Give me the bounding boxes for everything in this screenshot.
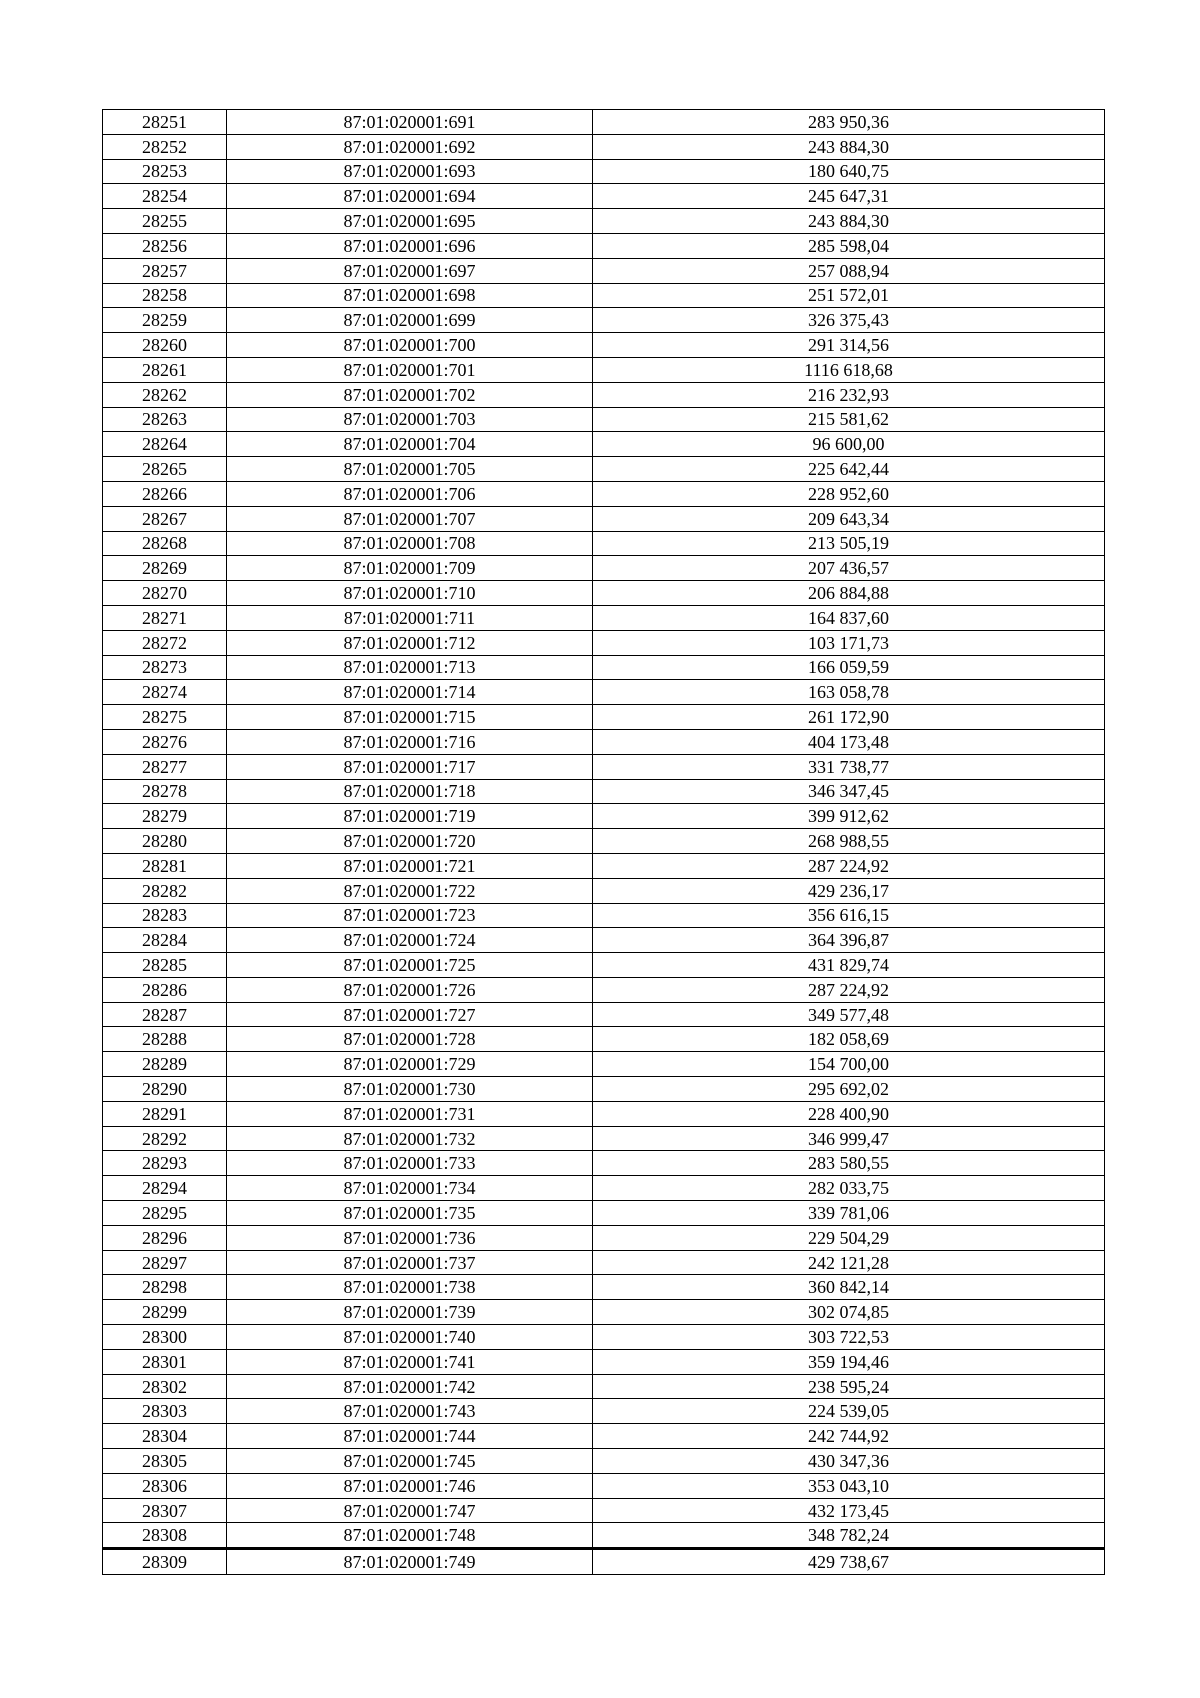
row-number-cell: 28258 (103, 283, 227, 308)
cadastral-number-cell: 87:01:020001:738 (227, 1275, 593, 1300)
row-number-cell: 28256 (103, 233, 227, 258)
row-number-cell: 28278 (103, 779, 227, 804)
cadastral-number-cell: 87:01:020001:741 (227, 1349, 593, 1374)
table-row (103, 432, 1105, 457)
cadastral-value-cell: 287 224,92 (593, 853, 1105, 878)
cadastral-number-cell: 87:01:020001:710 (227, 581, 593, 606)
row-number-cell: 28301 (103, 1349, 227, 1374)
cadastral-number-cell: 87:01:020001:692 (227, 134, 593, 159)
row-number-cell: 28261 (103, 357, 227, 382)
table-row (103, 1374, 1105, 1399)
table-row (103, 853, 1105, 878)
row-number-cell: 28274 (103, 680, 227, 705)
row-number-cell: 28264 (103, 432, 227, 457)
cadastral-value-cell: 164 837,60 (593, 605, 1105, 630)
row-number-cell: 28260 (103, 333, 227, 358)
cadastral-number-cell: 87:01:020001:695 (227, 209, 593, 234)
row-number-cell: 28257 (103, 258, 227, 283)
cadastral-number-cell: 87:01:020001:723 (227, 903, 593, 928)
cadastral-number-cell: 87:01:020001:726 (227, 977, 593, 1002)
row-number-cell: 28295 (103, 1201, 227, 1226)
cadastral-number-cell: 87:01:020001:707 (227, 506, 593, 531)
cadastral-number-cell: 87:01:020001:746 (227, 1473, 593, 1498)
cadastral-value-cell: 429 738,67 (593, 1549, 1105, 1575)
cadastral-value-cell: 209 643,34 (593, 506, 1105, 531)
cadastral-value-cell: 154 700,00 (593, 1052, 1105, 1077)
cadastral-number-cell: 87:01:020001:744 (227, 1424, 593, 1449)
row-number-cell: 28296 (103, 1225, 227, 1250)
table-row (103, 729, 1105, 754)
row-number-cell: 28299 (103, 1300, 227, 1325)
cadastral-number-cell: 87:01:020001:722 (227, 878, 593, 903)
cadastral-value-cell: 207 436,57 (593, 556, 1105, 581)
table-row (103, 283, 1105, 308)
row-number-cell: 28281 (103, 853, 227, 878)
cadastral-number-cell: 87:01:020001:732 (227, 1126, 593, 1151)
cadastral-value-cell: 243 884,30 (593, 134, 1105, 159)
table-row (103, 1002, 1105, 1027)
table-row (103, 1126, 1105, 1151)
cadastral-number-cell: 87:01:020001:702 (227, 382, 593, 407)
cadastral-value-cell: 166 059,59 (593, 655, 1105, 680)
row-number-cell: 28291 (103, 1101, 227, 1126)
cadastral-value-cell: 349 577,48 (593, 1002, 1105, 1027)
cadastral-number-cell: 87:01:020001:694 (227, 184, 593, 209)
cadastral-value-cell: 96 600,00 (593, 432, 1105, 457)
table-row (103, 829, 1105, 854)
row-number-cell: 28268 (103, 531, 227, 556)
cadastral-number-cell: 87:01:020001:699 (227, 308, 593, 333)
cadastral-value-cell: 353 043,10 (593, 1473, 1105, 1498)
table-row (103, 134, 1105, 159)
cadastral-value-cell: 283 950,36 (593, 110, 1105, 135)
cadastral-value-cell: 163 058,78 (593, 680, 1105, 705)
cadastral-value-cell: 430 347,36 (593, 1449, 1105, 1474)
table-row (103, 804, 1105, 829)
table-row (103, 1399, 1105, 1424)
table-row (103, 1225, 1105, 1250)
table-row (103, 184, 1105, 209)
row-number-cell: 28275 (103, 705, 227, 730)
cadastral-number-cell: 87:01:020001:716 (227, 729, 593, 754)
table-row (103, 1449, 1105, 1474)
row-number-cell: 28269 (103, 556, 227, 581)
cadastral-number-cell: 87:01:020001:737 (227, 1250, 593, 1275)
cadastral-number-cell: 87:01:020001:715 (227, 705, 593, 730)
row-number-cell: 28289 (103, 1052, 227, 1077)
cadastral-number-cell: 87:01:020001:719 (227, 804, 593, 829)
table-row (103, 407, 1105, 432)
row-number-cell: 28276 (103, 729, 227, 754)
cadastral-value-cell: 257 088,94 (593, 258, 1105, 283)
row-number-cell: 28297 (103, 1250, 227, 1275)
table-row (103, 655, 1105, 680)
cadastral-value-cell: 251 572,01 (593, 283, 1105, 308)
cadastral-number-cell: 87:01:020001:745 (227, 1449, 593, 1474)
cadastral-value-cell: 1116 618,68 (593, 357, 1105, 382)
cadastral-value-cell: 287 224,92 (593, 977, 1105, 1002)
row-number-cell: 28303 (103, 1399, 227, 1424)
table-row (103, 506, 1105, 531)
cadastral-value-cell: 242 121,28 (593, 1250, 1105, 1275)
table-row (103, 1300, 1105, 1325)
cadastral-number-cell: 87:01:020001:711 (227, 605, 593, 630)
cadastral-value-cell: 245 647,31 (593, 184, 1105, 209)
cadastral-number-cell: 87:01:020001:701 (227, 357, 593, 382)
cadastral-value-cell: 243 884,30 (593, 209, 1105, 234)
cadastral-value-cell: 399 912,62 (593, 804, 1105, 829)
row-number-cell: 28270 (103, 581, 227, 606)
row-number-cell: 28267 (103, 506, 227, 531)
row-number-cell: 28254 (103, 184, 227, 209)
cadastral-value-cell: 348 782,24 (593, 1523, 1105, 1549)
table-row (103, 209, 1105, 234)
table-row (103, 630, 1105, 655)
row-number-cell: 28266 (103, 481, 227, 506)
cadastral-number-cell: 87:01:020001:743 (227, 1399, 593, 1424)
cadastral-value-cell: 228 952,60 (593, 481, 1105, 506)
table-row (103, 481, 1105, 506)
cadastral-number-cell: 87:01:020001:720 (227, 829, 593, 854)
cadastral-number-cell: 87:01:020001:713 (227, 655, 593, 680)
cadastral-value-cell: 291 314,56 (593, 333, 1105, 358)
cadastral-number-cell: 87:01:020001:724 (227, 928, 593, 953)
cadastral-number-cell: 87:01:020001:736 (227, 1225, 593, 1250)
table-row (103, 1325, 1105, 1350)
cadastral-number-cell: 87:01:020001:700 (227, 333, 593, 358)
row-number-cell: 28305 (103, 1449, 227, 1474)
cadastral-number-cell: 87:01:020001:693 (227, 159, 593, 184)
table-row (103, 531, 1105, 556)
cadastral-value-cell: 346 999,47 (593, 1126, 1105, 1151)
cadastral-number-cell: 87:01:020001:721 (227, 853, 593, 878)
cadastral-number-cell: 87:01:020001:735 (227, 1201, 593, 1226)
row-number-cell: 28251 (103, 110, 227, 135)
table-row (103, 1052, 1105, 1077)
cadastral-value-cell: 229 504,29 (593, 1225, 1105, 1250)
table-row (103, 903, 1105, 928)
cadastral-value-cell: 282 033,75 (593, 1176, 1105, 1201)
cadastral-number-cell: 87:01:020001:730 (227, 1077, 593, 1102)
row-number-cell: 28271 (103, 605, 227, 630)
row-number-cell: 28262 (103, 382, 227, 407)
cadastral-value-cell: 303 722,53 (593, 1325, 1105, 1350)
table-row (103, 1473, 1105, 1498)
cadastral-value-cell: 103 171,73 (593, 630, 1105, 655)
cadastral-value-cell: 224 539,05 (593, 1399, 1105, 1424)
row-number-cell: 28304 (103, 1424, 227, 1449)
row-number-cell: 28308 (103, 1523, 227, 1549)
cadastral-value-table (102, 109, 1105, 1575)
table-row (103, 1275, 1105, 1300)
row-number-cell: 28293 (103, 1151, 227, 1176)
cadastral-value-cell: 339 781,06 (593, 1201, 1105, 1226)
row-number-cell: 28302 (103, 1374, 227, 1399)
row-number-cell: 28298 (103, 1275, 227, 1300)
cadastral-value-cell: 268 988,55 (593, 829, 1105, 854)
row-number-cell: 28307 (103, 1498, 227, 1523)
row-number-cell: 28263 (103, 407, 227, 432)
table-row (103, 878, 1105, 903)
cadastral-number-cell: 87:01:020001:708 (227, 531, 593, 556)
row-number-cell: 28285 (103, 953, 227, 978)
cadastral-number-cell: 87:01:020001:696 (227, 233, 593, 258)
cadastral-number-cell: 87:01:020001:739 (227, 1300, 593, 1325)
cadastral-value-cell: 206 884,88 (593, 581, 1105, 606)
cadastral-number-cell: 87:01:020001:734 (227, 1176, 593, 1201)
cadastral-number-cell: 87:01:020001:706 (227, 481, 593, 506)
cadastral-number-cell: 87:01:020001:742 (227, 1374, 593, 1399)
cadastral-value-cell: 261 172,90 (593, 705, 1105, 730)
row-number-cell: 28280 (103, 829, 227, 854)
cadastral-number-cell: 87:01:020001:731 (227, 1101, 593, 1126)
cadastral-value-cell: 213 505,19 (593, 531, 1105, 556)
row-number-cell: 28287 (103, 1002, 227, 1027)
table-row (103, 1151, 1105, 1176)
cadastral-number-cell: 87:01:020001:740 (227, 1325, 593, 1350)
cadastral-number-cell: 87:01:020001:712 (227, 630, 593, 655)
row-number-cell: 28288 (103, 1027, 227, 1052)
cadastral-number-cell: 87:01:020001:709 (227, 556, 593, 581)
cadastral-value-cell: 228 400,90 (593, 1101, 1105, 1126)
table-row (103, 1077, 1105, 1102)
cadastral-number-cell: 87:01:020001:733 (227, 1151, 593, 1176)
row-number-cell: 28277 (103, 754, 227, 779)
table-row (103, 1201, 1105, 1226)
cadastral-value-cell: 326 375,43 (593, 308, 1105, 333)
table-row (103, 457, 1105, 482)
table-row (103, 233, 1105, 258)
cadastral-value-cell: 356 616,15 (593, 903, 1105, 928)
table-row (103, 556, 1105, 581)
row-number-cell: 28273 (103, 655, 227, 680)
table-row (103, 159, 1105, 184)
cadastral-value-cell: 404 173,48 (593, 729, 1105, 754)
cadastral-value-cell: 216 232,93 (593, 382, 1105, 407)
cadastral-value-cell: 431 829,74 (593, 953, 1105, 978)
row-number-cell: 28272 (103, 630, 227, 655)
cadastral-number-cell: 87:01:020001:749 (227, 1549, 593, 1575)
cadastral-value-cell: 242 744,92 (593, 1424, 1105, 1449)
cadastral-number-cell: 87:01:020001:705 (227, 457, 593, 482)
table-row (103, 357, 1105, 382)
row-number-cell: 28292 (103, 1126, 227, 1151)
table-row (103, 382, 1105, 407)
table-row (103, 977, 1105, 1002)
cadastral-value-cell: 238 595,24 (593, 1374, 1105, 1399)
cadastral-number-cell: 87:01:020001:703 (227, 407, 593, 432)
table-row (103, 779, 1105, 804)
row-number-cell: 28309 (103, 1549, 227, 1575)
row-number-cell: 28283 (103, 903, 227, 928)
table-row (103, 110, 1105, 135)
table-row (103, 1549, 1105, 1575)
cadastral-number-cell: 87:01:020001:729 (227, 1052, 593, 1077)
row-number-cell: 28252 (103, 134, 227, 159)
cadastral-number-cell: 87:01:020001:747 (227, 1498, 593, 1523)
table-row (103, 1027, 1105, 1052)
cadastral-number-cell: 87:01:020001:691 (227, 110, 593, 135)
cadastral-number-cell: 87:01:020001:718 (227, 779, 593, 804)
cadastral-value-cell: 302 074,85 (593, 1300, 1105, 1325)
row-number-cell: 28284 (103, 928, 227, 953)
cadastral-value-cell: 360 842,14 (593, 1275, 1105, 1300)
row-number-cell: 28286 (103, 977, 227, 1002)
cadastral-value-cell: 182 058,69 (593, 1027, 1105, 1052)
cadastral-number-cell: 87:01:020001:704 (227, 432, 593, 457)
cadastral-value-cell: 225 642,44 (593, 457, 1105, 482)
cadastral-number-cell: 87:01:020001:728 (227, 1027, 593, 1052)
table-row (103, 1101, 1105, 1126)
cadastral-value-cell: 432 173,45 (593, 1498, 1105, 1523)
table-row (103, 680, 1105, 705)
cadastral-number-cell: 87:01:020001:748 (227, 1523, 593, 1549)
row-number-cell: 28282 (103, 878, 227, 903)
table-row (103, 1250, 1105, 1275)
row-number-cell: 28306 (103, 1473, 227, 1498)
table-row (103, 258, 1105, 283)
cadastral-value-cell: 180 640,75 (593, 159, 1105, 184)
cadastral-number-cell: 87:01:020001:697 (227, 258, 593, 283)
table-row (103, 1349, 1105, 1374)
table-row (103, 1498, 1105, 1523)
table-body (103, 110, 1105, 1575)
cadastral-number-cell: 87:01:020001:727 (227, 1002, 593, 1027)
table-row (103, 928, 1105, 953)
table-row (103, 754, 1105, 779)
table-row (103, 605, 1105, 630)
row-number-cell: 28253 (103, 159, 227, 184)
cadastral-value-cell: 359 194,46 (593, 1349, 1105, 1374)
cadastral-value-cell: 331 738,77 (593, 754, 1105, 779)
table-row (103, 1523, 1105, 1549)
table-row (103, 1424, 1105, 1449)
cadastral-value-cell: 346 347,45 (593, 779, 1105, 804)
table-row (103, 953, 1105, 978)
cadastral-value-cell: 364 396,87 (593, 928, 1105, 953)
cadastral-value-cell: 285 598,04 (593, 233, 1105, 258)
cadastral-number-cell: 87:01:020001:725 (227, 953, 593, 978)
cadastral-value-cell: 215 581,62 (593, 407, 1105, 432)
row-number-cell: 28300 (103, 1325, 227, 1350)
table-row (103, 333, 1105, 358)
table-row (103, 1176, 1105, 1201)
cadastral-value-cell: 283 580,55 (593, 1151, 1105, 1176)
table-row (103, 308, 1105, 333)
cadastral-number-cell: 87:01:020001:698 (227, 283, 593, 308)
table-row (103, 581, 1105, 606)
row-number-cell: 28259 (103, 308, 227, 333)
cadastral-value-cell: 295 692,02 (593, 1077, 1105, 1102)
row-number-cell: 28279 (103, 804, 227, 829)
cadastral-number-cell: 87:01:020001:717 (227, 754, 593, 779)
row-number-cell: 28255 (103, 209, 227, 234)
cadastral-number-cell: 87:01:020001:714 (227, 680, 593, 705)
row-number-cell: 28265 (103, 457, 227, 482)
row-number-cell: 28294 (103, 1176, 227, 1201)
cadastral-value-cell: 429 236,17 (593, 878, 1105, 903)
row-number-cell: 28290 (103, 1077, 227, 1102)
table-row (103, 705, 1105, 730)
